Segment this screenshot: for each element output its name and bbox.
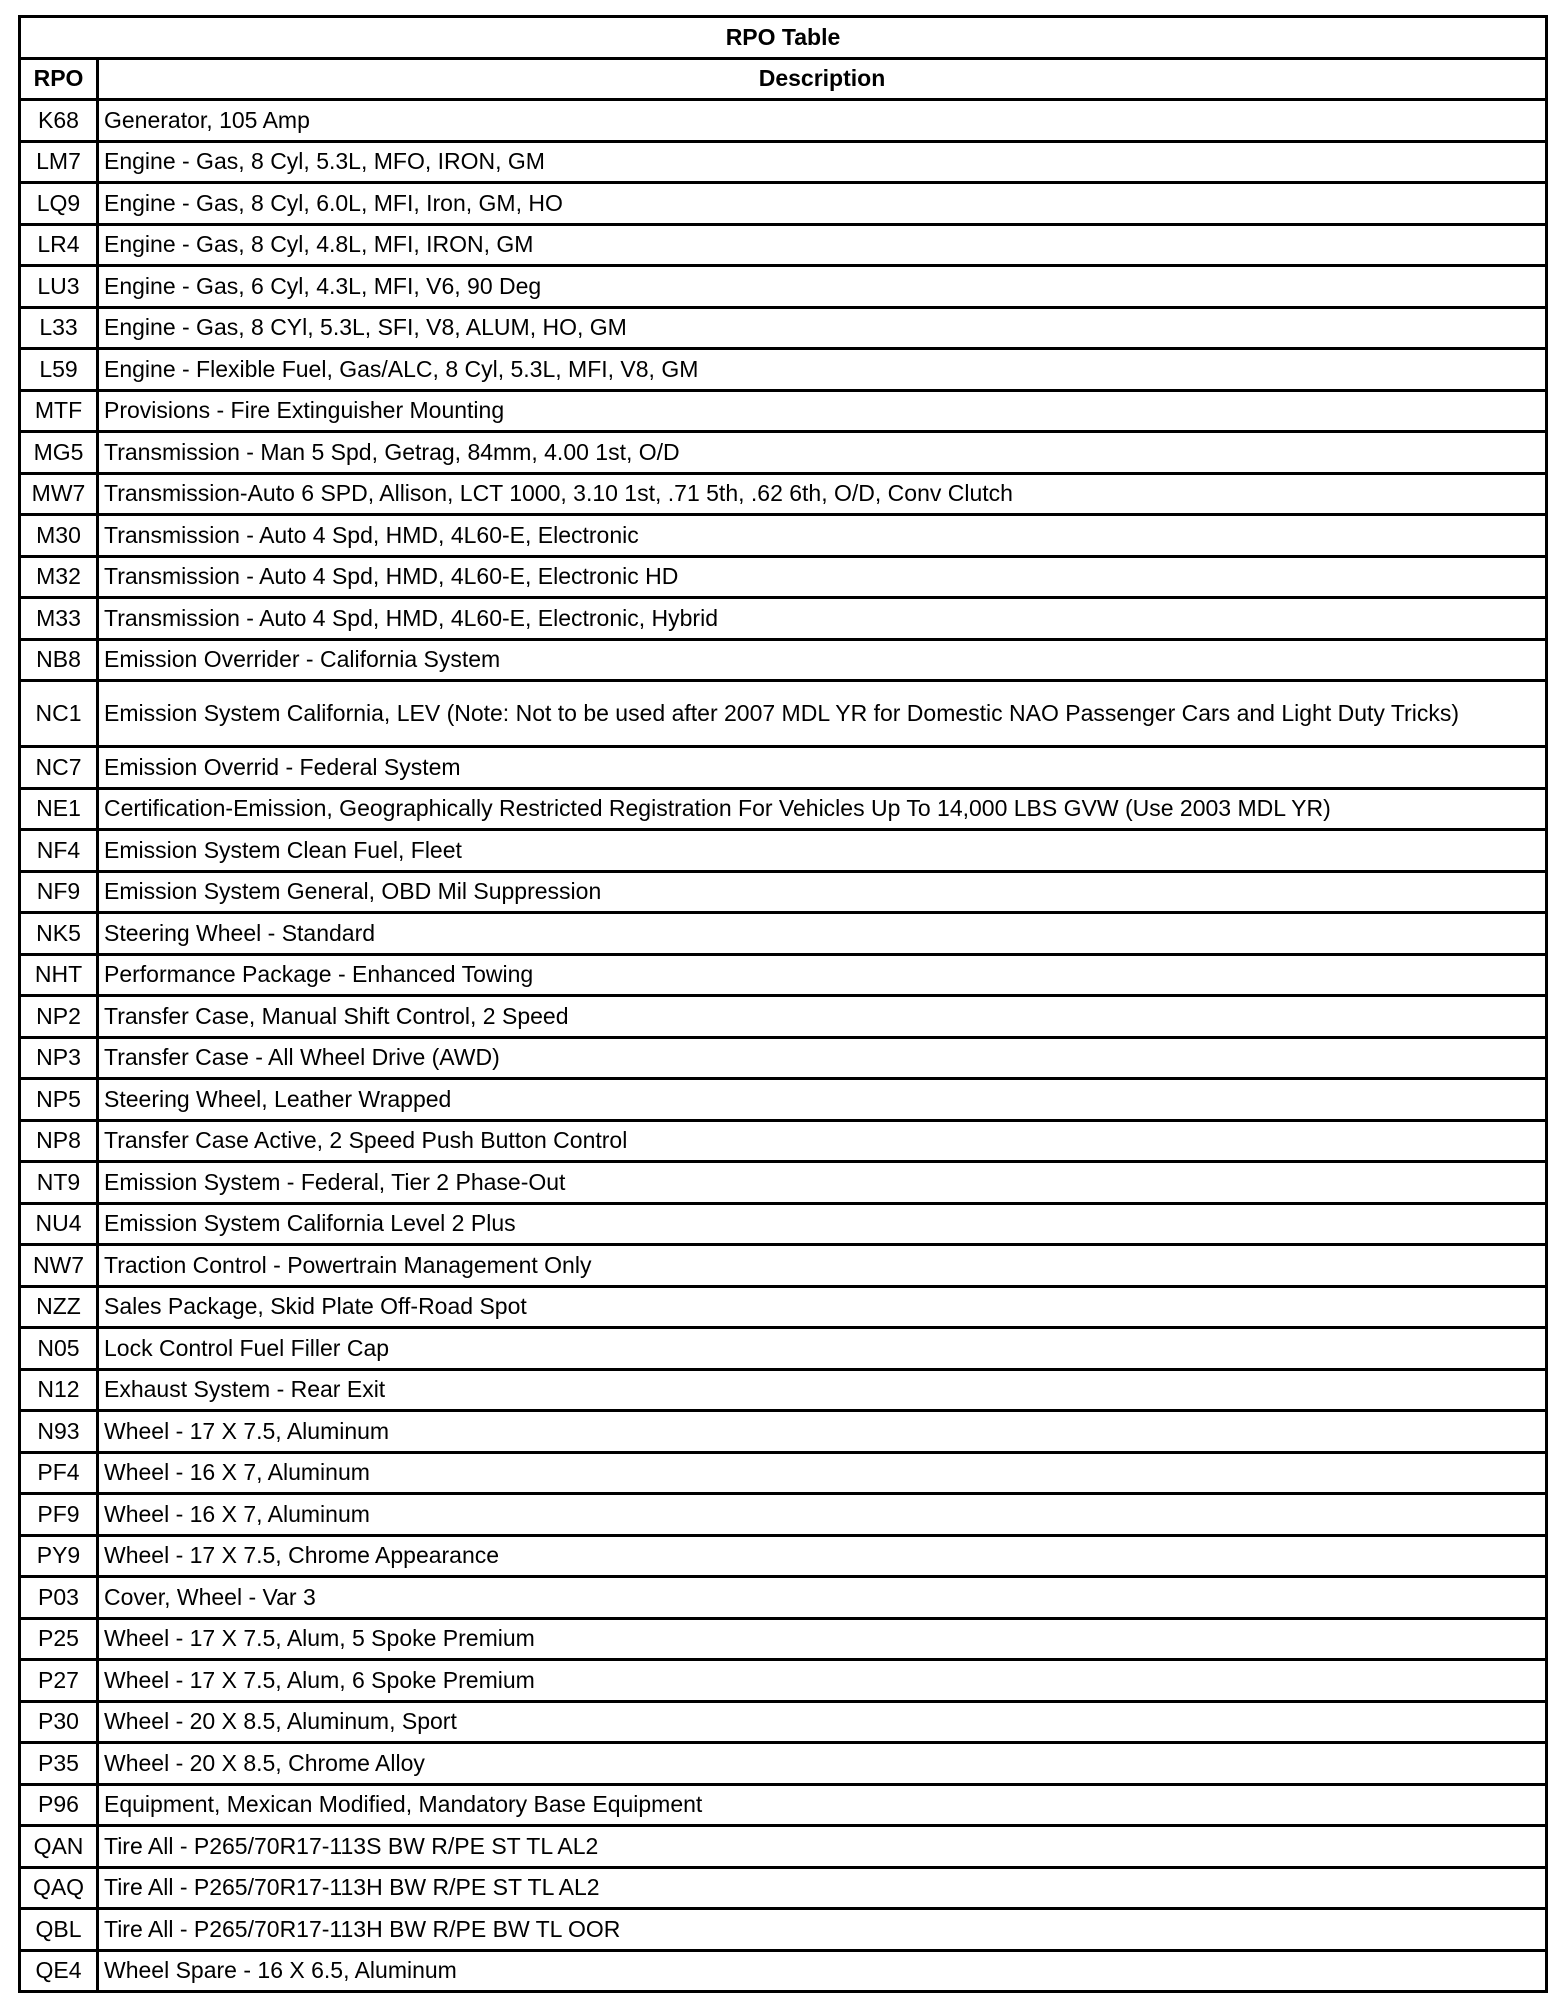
rpo-description-cell: Generator, 105 Amp [98, 100, 1547, 142]
rpo-code-cell: NK5 [20, 913, 98, 955]
rpo-description-cell: Transmission - Auto 4 Spd, HMD, 4L60-E, Electronic HD [98, 556, 1547, 598]
table-row [20, 349, 1547, 391]
rpo-code-cell: NHT [20, 954, 98, 996]
rpo-description-cell: Transmission - Man 5 Spd, Getrag, 84mm, 4.00 1st, O/D [98, 432, 1547, 474]
rpo-description-cell: Emission Overrid - Federal System [98, 747, 1547, 789]
table-row [20, 1494, 1547, 1536]
rpo-description-cell: Wheel - 17 X 7.5, Aluminum [98, 1411, 1547, 1453]
rpo-code-cell: NP8 [20, 1120, 98, 1162]
rpo-description-cell: Wheel Spare - 16 X 6.5, Aluminum [98, 1950, 1547, 1992]
rpo-description-cell: Steering Wheel - Standard [98, 913, 1547, 955]
table-row [20, 556, 1547, 598]
rpo-description-cell: Exhaust System - Rear Exit [98, 1369, 1547, 1411]
rpo-code-cell: NC7 [20, 747, 98, 789]
rpo-code-cell: NB8 [20, 639, 98, 681]
rpo-code-cell: NF4 [20, 830, 98, 872]
rpo-code-cell: NP5 [20, 1079, 98, 1121]
rpo-code-cell: NP2 [20, 996, 98, 1038]
table-row [20, 830, 1547, 872]
rpo-code-cell: L33 [20, 307, 98, 349]
rpo-code-cell: L59 [20, 349, 98, 391]
table-row [20, 913, 1547, 955]
rpo-code-cell: QE4 [20, 1950, 98, 1992]
rpo-description-cell: Tire All - P265/70R17-113H BW R/PE BW TL OOR [98, 1909, 1547, 1951]
rpo-code-cell: QBL [20, 1909, 98, 1951]
rpo-description-cell: Provisions - Fire Extinguisher Mounting [98, 390, 1547, 432]
rpo-description-cell: Transfer Case Active, 2 Speed Push Button Control [98, 1120, 1547, 1162]
table-row [20, 1618, 1547, 1660]
table-row [20, 1411, 1547, 1453]
table-row [20, 432, 1547, 474]
rpo-description-cell: Tire All - P265/70R17-113S BW R/PE ST TL AL2 [98, 1826, 1547, 1868]
rpo-code-cell: M32 [20, 556, 98, 598]
table-row [20, 266, 1547, 308]
rpo-code-cell: P30 [20, 1701, 98, 1743]
rpo-code-cell: P96 [20, 1784, 98, 1826]
rpo-description-cell: Sales Package, Skid Plate Off-Road Spot [98, 1286, 1547, 1328]
table-row [20, 1701, 1547, 1743]
rpo-description-cell: Engine - Gas, 8 Cyl, 4.8L, MFI, IRON, GM [98, 224, 1547, 266]
rpo-description-cell: Emission System - Federal, Tier 2 Phase-Out [98, 1162, 1547, 1204]
rpo-code-cell: LQ9 [20, 183, 98, 225]
table-row [20, 100, 1547, 142]
rpo-description-cell: Wheel - 17 X 7.5, Alum, 6 Spoke Premium [98, 1660, 1547, 1702]
rpo-description-cell: Engine - Gas, 8 Cyl, 6.0L, MFI, Iron, GM, HO [98, 183, 1547, 225]
rpo-code-cell: NC1 [20, 681, 98, 747]
rpo-description-cell: Performance Package - Enhanced Towing [98, 954, 1547, 996]
rpo-description-cell: Engine - Gas, 6 Cyl, 4.3L, MFI, V6, 90 Deg [98, 266, 1547, 308]
table-header-row [20, 58, 1547, 100]
rpo-code-cell: K68 [20, 100, 98, 142]
rpo-code-cell: NP3 [20, 1037, 98, 1079]
rpo-code-cell: P25 [20, 1618, 98, 1660]
rpo-code-cell: P35 [20, 1743, 98, 1785]
table-row [20, 224, 1547, 266]
table-row [20, 1286, 1547, 1328]
table-row [20, 1037, 1547, 1079]
rpo-code-cell: N05 [20, 1328, 98, 1370]
table-row [20, 141, 1547, 183]
rpo-description-cell: Emission Overrider - California System [98, 639, 1547, 681]
rpo-description-cell: Engine - Flexible Fuel, Gas/ALC, 8 Cyl, 5.3L, MFI, V8, GM [98, 349, 1547, 391]
rpo-description-cell: Certification-Emission, Geographically Restricted Registration For Vehicles Up To 14,000 LBS GVW (Use 2003 MDL YR) [98, 788, 1547, 830]
table-title: RPO Table [20, 17, 1547, 59]
rpo-description-cell: Cover, Wheel - Var 3 [98, 1577, 1547, 1619]
rpo-code-cell: PY9 [20, 1535, 98, 1577]
rpo-description-cell: Wheel - 20 X 8.5, Aluminum, Sport [98, 1701, 1547, 1743]
rpo-code-cell: N93 [20, 1411, 98, 1453]
rpo-code-cell: N12 [20, 1369, 98, 1411]
table-row [20, 390, 1547, 432]
table-row [20, 1203, 1547, 1245]
table-row [20, 1079, 1547, 1121]
rpo-description-cell: Steering Wheel, Leather Wrapped [98, 1079, 1547, 1121]
rpo-code-cell: MTF [20, 390, 98, 432]
table-row [20, 681, 1547, 747]
rpo-code-cell: QAQ [20, 1867, 98, 1909]
rpo-table [18, 15, 1548, 1993]
rpo-description-cell: Wheel - 17 X 7.5, Alum, 5 Spoke Premium [98, 1618, 1547, 1660]
column-header-rpo: RPO [20, 58, 98, 100]
rpo-code-cell: LU3 [20, 266, 98, 308]
rpo-description-cell: Equipment, Mexican Modified, Mandatory Base Equipment [98, 1784, 1547, 1826]
table-row [20, 1743, 1547, 1785]
table-title-row [20, 17, 1547, 59]
rpo-description-cell: Transmission-Auto 6 SPD, Allison, LCT 1000, 3.10 1st, .71 5th, .62 6th, O/D, Conv Clutch [98, 473, 1547, 515]
table-row [20, 473, 1547, 515]
rpo-code-cell: M30 [20, 515, 98, 557]
table-row [20, 1867, 1547, 1909]
table-row [20, 639, 1547, 681]
table-row [20, 1909, 1547, 1951]
rpo-code-cell: NE1 [20, 788, 98, 830]
table-row [20, 1452, 1547, 1494]
rpo-description-cell: Wheel - 17 X 7.5, Chrome Appearance [98, 1535, 1547, 1577]
table-row [20, 1162, 1547, 1204]
table-row [20, 515, 1547, 557]
table-row [20, 1535, 1547, 1577]
table-row [20, 598, 1547, 640]
rpo-description-cell: Wheel - 20 X 8.5, Chrome Alloy [98, 1743, 1547, 1785]
rpo-code-cell: NZZ [20, 1286, 98, 1328]
rpo-description-cell: Transmission - Auto 4 Spd, HMD, 4L60-E, Electronic [98, 515, 1547, 557]
rpo-description-cell: Traction Control - Powertrain Management Only [98, 1245, 1547, 1287]
rpo-code-cell: P27 [20, 1660, 98, 1702]
rpo-code-cell: QAN [20, 1826, 98, 1868]
rpo-code-cell: MG5 [20, 432, 98, 474]
rpo-code-cell: LR4 [20, 224, 98, 266]
rpo-description-cell: Emission System Clean Fuel, Fleet [98, 830, 1547, 872]
rpo-description-cell: Emission System California Level 2 Plus [98, 1203, 1547, 1245]
rpo-code-cell: PF9 [20, 1494, 98, 1536]
rpo-description-cell: Lock Control Fuel Filler Cap [98, 1328, 1547, 1370]
table-row [20, 1826, 1547, 1868]
table-row [20, 871, 1547, 913]
rpo-code-cell: M33 [20, 598, 98, 640]
table-row [20, 1120, 1547, 1162]
table-body [20, 100, 1547, 1992]
rpo-description-cell: Engine - Gas, 8 Cyl, 5.3L, MFO, IRON, GM [98, 141, 1547, 183]
table-row [20, 1660, 1547, 1702]
column-header-description: Description [98, 58, 1547, 100]
rpo-code-cell: NU4 [20, 1203, 98, 1245]
rpo-description-cell: Wheel - 16 X 7, Aluminum [98, 1494, 1547, 1536]
table-row [20, 788, 1547, 830]
table-row [20, 954, 1547, 996]
table-row [20, 1577, 1547, 1619]
table-row [20, 1369, 1547, 1411]
rpo-code-cell: LM7 [20, 141, 98, 183]
rpo-code-cell: PF4 [20, 1452, 98, 1494]
rpo-code-cell: NF9 [20, 871, 98, 913]
table-row [20, 183, 1547, 225]
rpo-description-cell: Transfer Case - All Wheel Drive (AWD) [98, 1037, 1547, 1079]
rpo-description-cell: Wheel - 16 X 7, Aluminum [98, 1452, 1547, 1494]
table-row [20, 1245, 1547, 1287]
rpo-description-cell: Transmission - Auto 4 Spd, HMD, 4L60-E, Electronic, Hybrid [98, 598, 1547, 640]
table-row [20, 1328, 1547, 1370]
rpo-code-cell: NW7 [20, 1245, 98, 1287]
table-row [20, 307, 1547, 349]
table-row [20, 996, 1547, 1038]
rpo-code-cell: P03 [20, 1577, 98, 1619]
rpo-description-cell: Emission System General, OBD Mil Suppression [98, 871, 1547, 913]
rpo-description-cell: Transfer Case, Manual Shift Control, 2 Speed [98, 996, 1547, 1038]
rpo-code-cell: MW7 [20, 473, 98, 515]
rpo-code-cell: NT9 [20, 1162, 98, 1204]
rpo-description-cell: Engine - Gas, 8 CYl, 5.3L, SFI, V8, ALUM, HO, GM [98, 307, 1547, 349]
table-row [20, 747, 1547, 789]
table-row [20, 1784, 1547, 1826]
rpo-description-cell: Emission System California, LEV (Note: Not to be used after 2007 MDL YR for Domestic NAO Passenger Cars and Light Duty Tricks) [98, 681, 1547, 747]
table-row [20, 1950, 1547, 1992]
rpo-description-cell: Tire All - P265/70R17-113H BW R/PE ST TL AL2 [98, 1867, 1547, 1909]
